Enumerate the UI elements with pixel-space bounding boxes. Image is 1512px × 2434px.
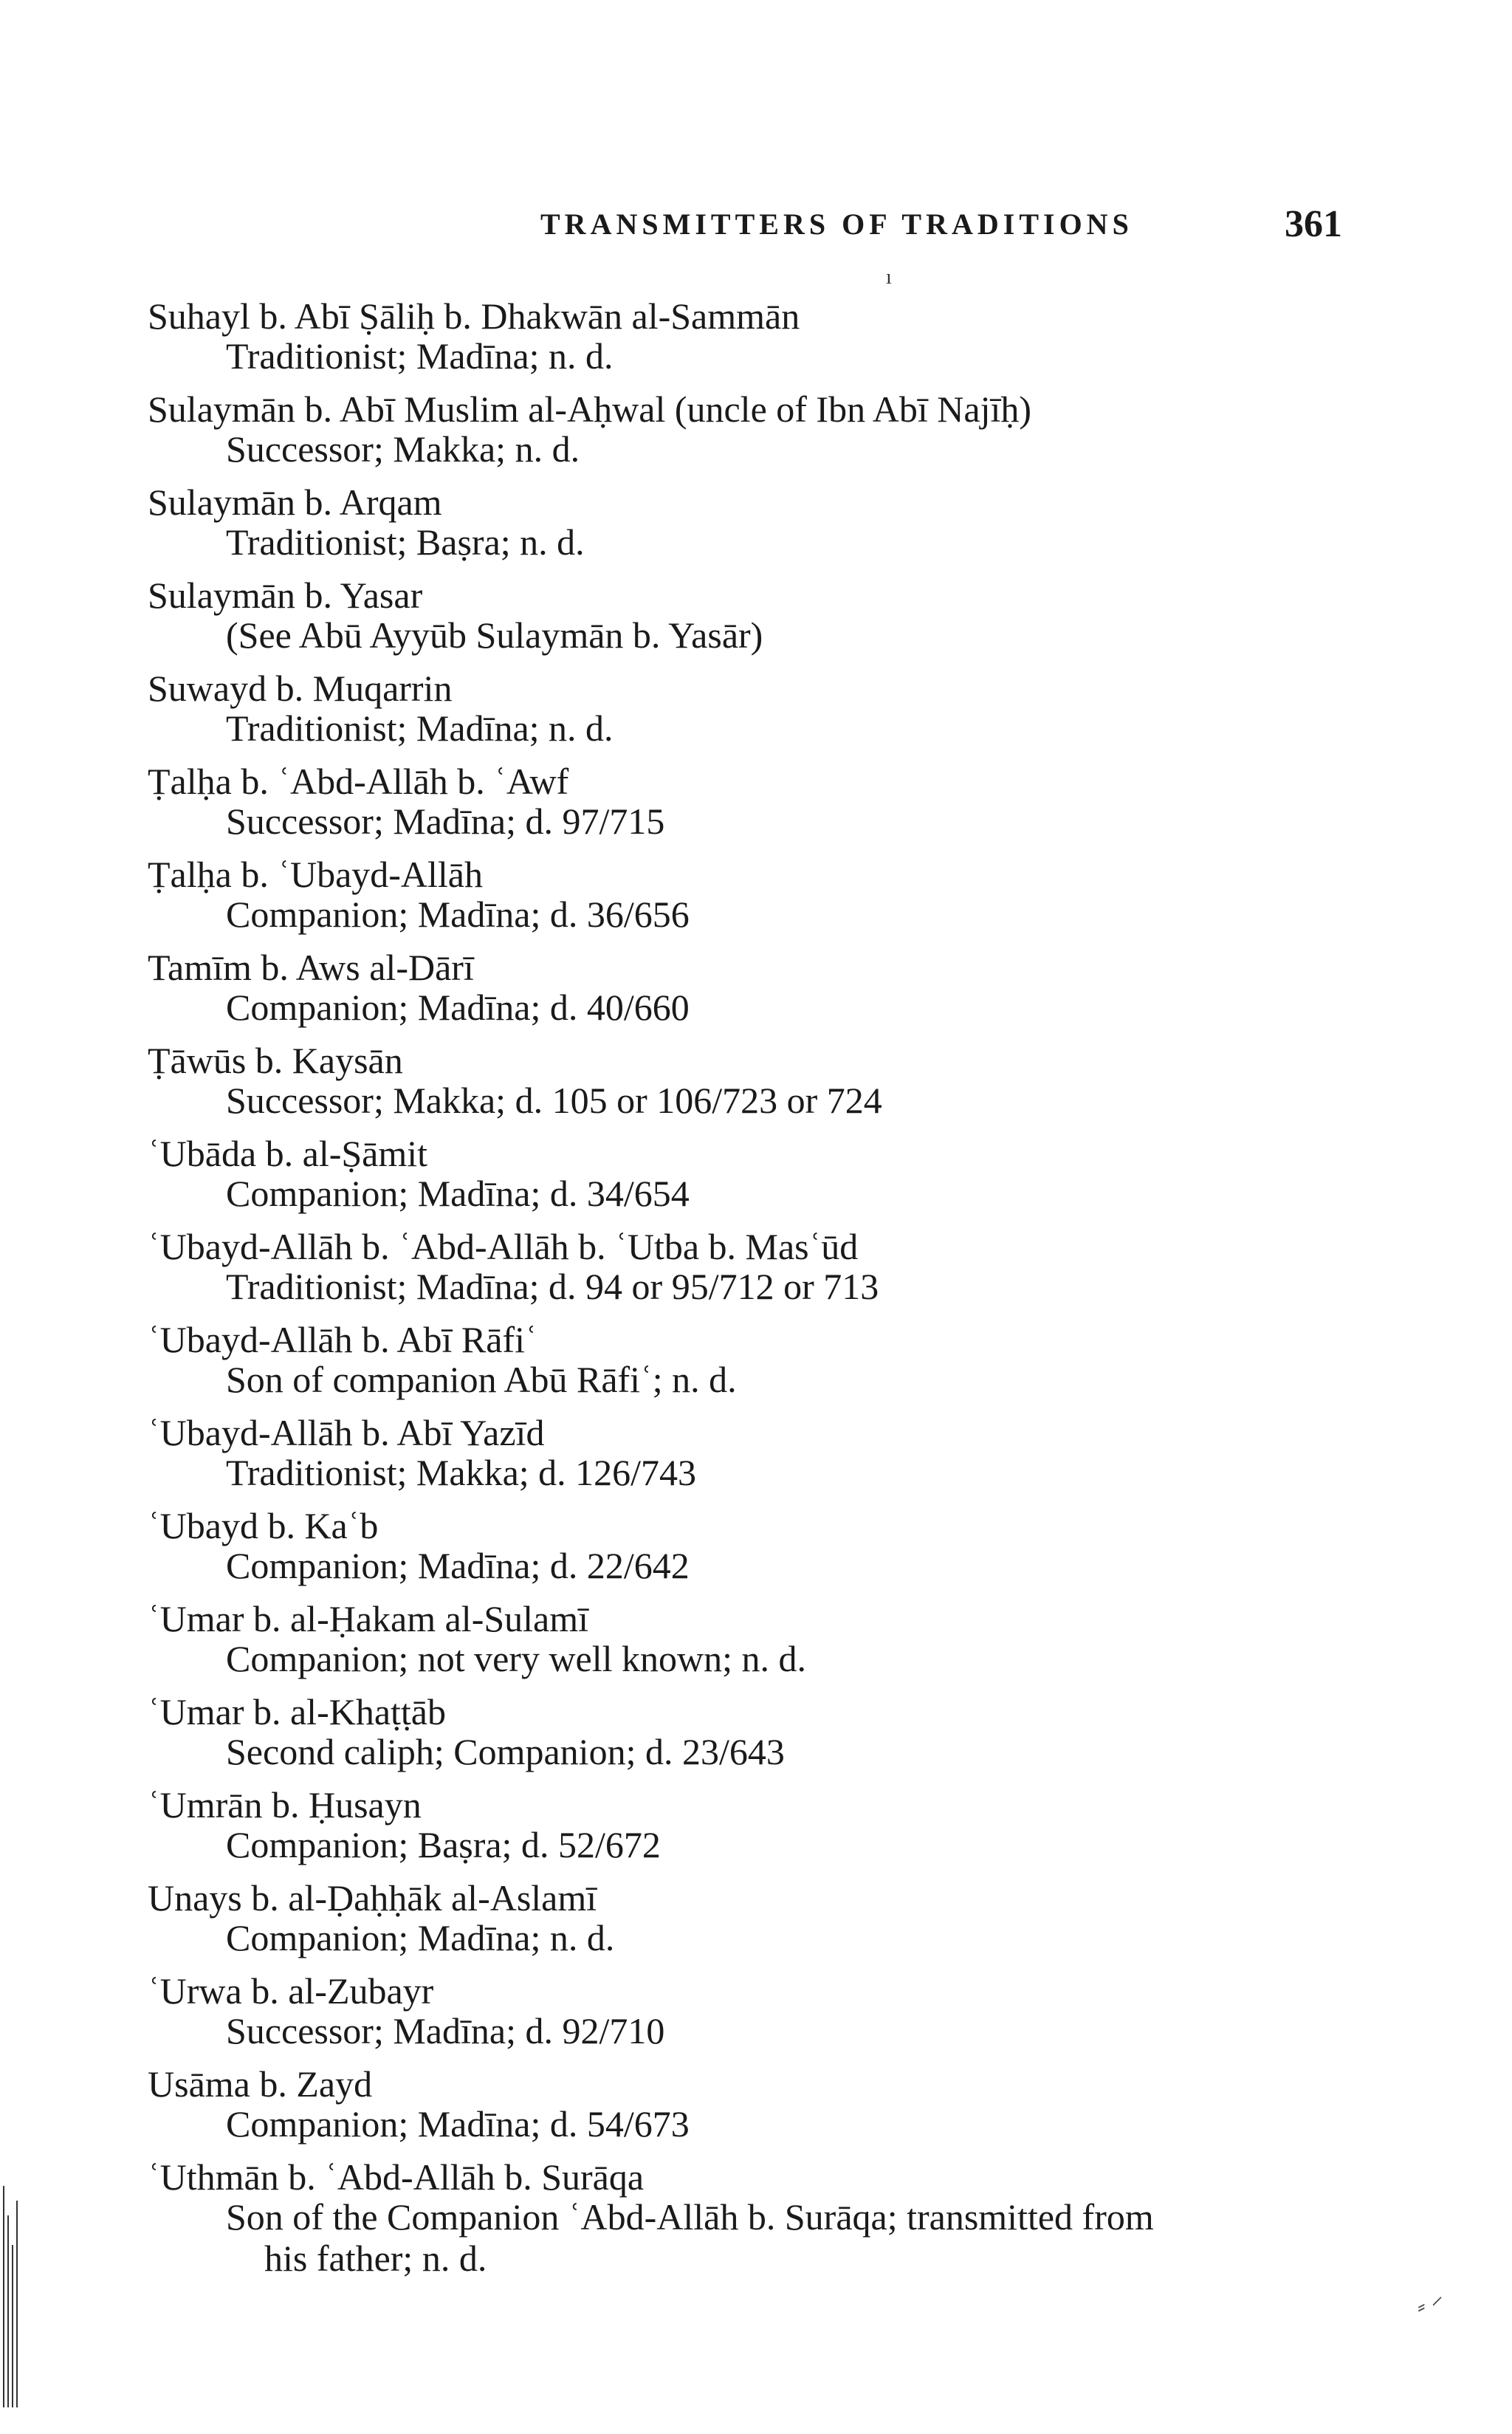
entry	[148, 1970, 1358, 2063]
entry-description: Second caliph; Companion; d. 23/643	[226, 1731, 785, 1772]
entry	[148, 1040, 1358, 1133]
entry	[148, 1784, 1358, 1877]
entry-name: Tamīm b. Aws al-Dārī	[148, 947, 474, 988]
entry	[148, 1412, 1358, 1505]
page-header	[532, 203, 1344, 251]
entry-description-line: Son of the Companion ʿAbd-Allāh b. Surāqa; transmitted from	[226, 2196, 1154, 2238]
entry-description: Companion; Madīna; d. 40/660	[226, 987, 690, 1028]
entry-name: ʿUmar b. al-Khaṭṭāb	[148, 1691, 447, 1732]
entry-description: (See Abū Ayyūb Sulaymān b. Yasār)	[226, 614, 763, 656]
entry	[148, 1691, 1358, 1784]
entry	[148, 575, 1358, 668]
entry-description: Traditionist; Madīna; n. d.	[226, 335, 614, 377]
entry-name: Usāma b. Zayd	[148, 2063, 373, 2105]
scan-corner-marks: ⸗ ⸍	[1418, 2292, 1443, 2319]
entry-name: Sulaymān b. Yasar	[148, 575, 423, 616]
entry-name: Suhayl b. Abī Ṣāliḥ b. Dhakwān al-Sammān	[148, 295, 800, 337]
stray-mark: ı	[886, 266, 892, 289]
entry-description: Traditionist; Madīna; n. d.	[226, 707, 614, 749]
entry-description: Son of companion Abū Rāfiʿ; n. d.	[226, 1359, 737, 1400]
entry-list	[148, 295, 1358, 2282]
entry	[148, 854, 1358, 947]
entry	[148, 2063, 1358, 2156]
running-title: TRANSMITTERS OF TRADITIONS	[540, 208, 1133, 241]
entry-name: ʿUmrān b. Ḥusayn	[148, 1784, 422, 1826]
entry-name: ʿUbayd-Allāh b. Abī Rāfiʿ	[148, 1319, 537, 1360]
entry	[148, 1598, 1358, 1691]
entry	[148, 947, 1358, 1040]
entry-description	[226, 2196, 1348, 2279]
entry	[148, 295, 1358, 388]
entry-name: Ṭalḥa b. ʿAbd-Allāh b. ʿAwf	[148, 761, 569, 802]
entry-name: ʿUrwa b. al-Zubayr	[148, 1970, 434, 2012]
entry	[148, 2156, 1358, 2282]
entry-description: Successor; Makka; n. d.	[226, 428, 580, 470]
entry-name: ʿUbayd-Allāh b. ʿAbd-Allāh b. ʿUtba b. Masʿūd	[148, 1226, 859, 1267]
entry	[148, 1877, 1358, 1970]
entry-name: Sulaymān b. Abī Muslim al-Aḥwal (uncle of Ibn Abī Najīḥ)	[148, 388, 1032, 430]
entry-name: Unays b. al-Ḍaḥḥāk al-Aslamī	[148, 1877, 597, 1919]
entry	[148, 1133, 1358, 1226]
entry-description: Companion; Madīna; d. 36/656	[226, 894, 690, 935]
entry-description: Successor; Madīna; d. 92/710	[226, 2010, 665, 2051]
entry	[148, 668, 1358, 761]
entry-name: Ṭalḥa b. ʿUbayd-Allāh	[148, 854, 484, 895]
entry	[148, 1505, 1358, 1598]
page-number: 361	[1285, 203, 1342, 245]
entry-name: ʿUbayd-Allāh b. Abī Yazīd	[148, 1412, 545, 1453]
entry-description: Companion; Madīna; d. 22/642	[226, 1545, 690, 1586]
entry	[148, 481, 1358, 575]
entry-name: Suwayd b. Muqarrin	[148, 668, 453, 709]
entry	[148, 761, 1358, 854]
entry-name: ʿUmar b. al-Ḥakam al-Sulamī	[148, 1598, 589, 1639]
entry-name: ʿUbayd b. Kaʿb	[148, 1505, 379, 1546]
entry-description: Companion; Madīna; n. d.	[226, 1917, 615, 1958]
entry-name: Ṭāwūs b. Kaysān	[148, 1040, 403, 1081]
entry-description: Traditionist; Makka; d. 126/743	[226, 1452, 697, 1493]
entry	[148, 1319, 1358, 1412]
entry-description: Companion; Madīna; d. 54/673	[226, 2103, 690, 2145]
entry-description-continuation: his father; n. d.	[264, 2238, 487, 2279]
entry-description: Companion; not very well known; n. d.	[226, 1638, 807, 1679]
entry-name: ʿUbāda b. al-Ṣāmit	[148, 1133, 428, 1174]
entry-description: Traditionist; Baṣra; n. d.	[226, 521, 585, 563]
entry-description: Successor; Makka; d. 105 or 106/723 or 724	[226, 1080, 882, 1121]
scan-edge-marks	[0, 2186, 22, 2422]
entry-name: ʿUthmān b. ʿAbd-Allāh b. Surāqa	[148, 2156, 645, 2198]
entry	[148, 1226, 1358, 1319]
entry	[148, 388, 1358, 481]
entry-description: Successor; Madīna; d. 97/715	[226, 801, 665, 842]
entry-description: Traditionist; Madīna; d. 94 or 95/712 or 713	[226, 1266, 879, 1307]
entry-description: Companion; Baṣra; d. 52/672	[226, 1824, 661, 1865]
entry-name: Sulaymān b. Arqam	[148, 481, 442, 523]
entry-description: Companion; Madīna; d. 34/654	[226, 1173, 690, 1214]
